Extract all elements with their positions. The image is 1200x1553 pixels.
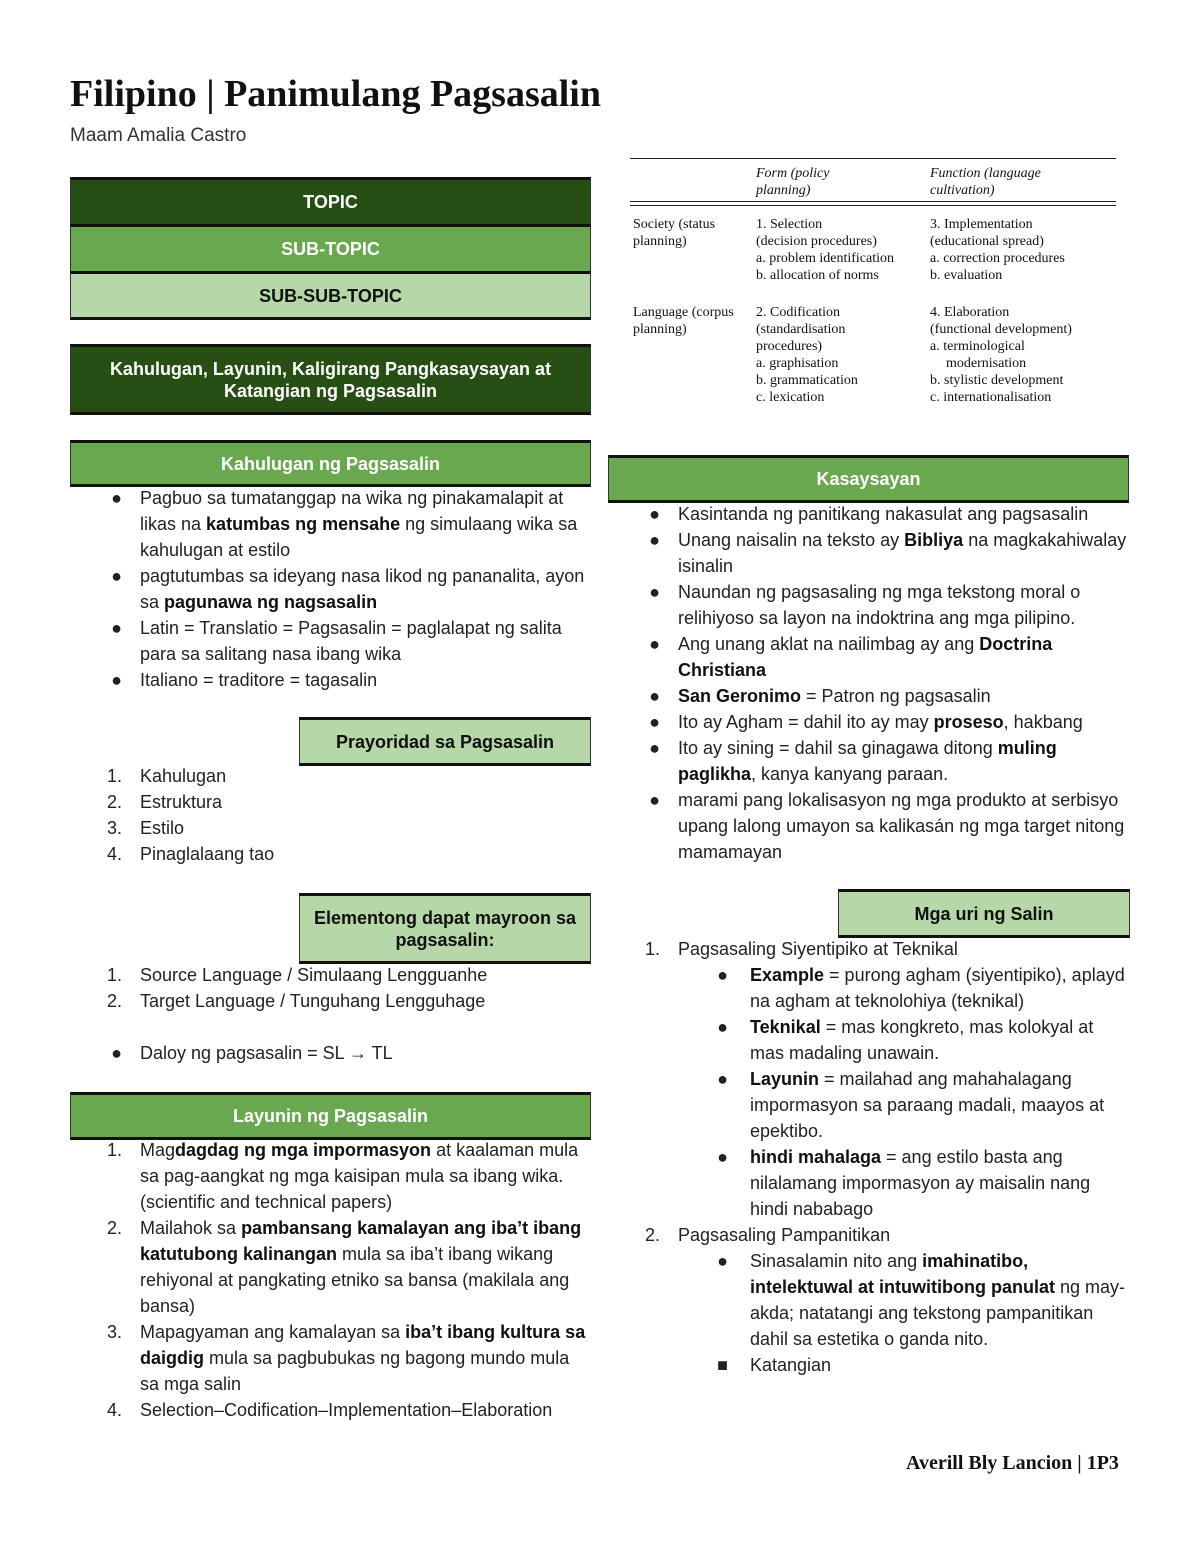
prayoridad-list <box>70 763 590 867</box>
prayoridad-heading: Prayoridad sa Pagsasalin <box>299 717 591 766</box>
list-item <box>70 962 590 988</box>
page-title: Filipino | Panimulang Pagsasalin <box>70 73 601 115</box>
item-text: Estilo <box>140 818 185 838</box>
item-text: Kahulugan <box>140 766 227 786</box>
list-item <box>70 667 590 693</box>
list-item <box>702 1144 1130 1222</box>
table-cell-line: a. terminological <box>930 339 1025 354</box>
emphasis-text: dagdag ng mga impormasyon <box>175 1140 432 1160</box>
list-item <box>702 962 1130 1014</box>
item-text: Kasintanda ng panitikang nakasulat ang pagsasalin <box>678 504 1089 524</box>
footer-author: Averill Bly Lancion | 1P3 <box>906 1452 1119 1474</box>
list-item <box>702 1066 1130 1144</box>
table-elaboration <box>930 304 1072 406</box>
language-planning-table <box>630 155 1116 415</box>
emphasis-text: Example <box>750 965 825 985</box>
table-cell-line: 1. Selection <box>756 217 823 232</box>
uri-list-2 <box>608 1222 1130 1248</box>
list-item <box>70 1040 590 1066</box>
item-text: Unang naisalin na teksto ay <box>678 530 905 550</box>
list-item <box>70 841 590 867</box>
table-cell-line: a. correction procedures <box>930 251 1065 266</box>
list-item <box>702 1352 1130 1378</box>
table-cell-line: a. graphisation <box>756 356 839 371</box>
table-implementation <box>930 216 1065 284</box>
item-text: Ang unang aklat na nailimbag ay ang <box>678 634 980 654</box>
number-marker: 3. <box>106 818 122 838</box>
list-item <box>70 485 590 563</box>
bullet-marker: ● <box>649 504 660 524</box>
item-text: Ito ay Agham = dahil ito ay may <box>678 712 934 732</box>
table-header-form <box>756 165 856 199</box>
number-marker: 1. <box>106 1140 122 1160</box>
table-selection <box>756 216 894 284</box>
item-text: Mapagyaman ang kamalayan sa <box>140 1322 406 1342</box>
item-text: , hakbang <box>1003 712 1083 732</box>
list-item <box>608 735 1130 787</box>
list-item <box>70 1397 590 1423</box>
table-header-function <box>930 165 1060 199</box>
list-item <box>70 563 590 615</box>
number-marker: 2. <box>106 792 122 812</box>
list-item <box>70 988 590 1014</box>
uri-sublist-1 <box>702 962 1130 1222</box>
bullet-marker: ● <box>111 488 122 508</box>
emphasis-text: pambansang kamalayan ang iba’t ibang katutubong kalinangan <box>140 1218 582 1264</box>
list-item <box>70 1215 590 1319</box>
teacher-name: Maam Amalia Castro <box>70 125 247 146</box>
item-text: mula sa iba’t ibang wikang rehiyonal at pangkating etniko sa bansa (makilala ang bansa) <box>140 1244 570 1316</box>
table-cell-line: (decision procedures) <box>756 234 877 249</box>
emphasis-text: proseso <box>933 712 1004 732</box>
item-text: = ang estilo basta ang nilalamang impormasyon ay maisalin nang hindi nababago <box>750 1147 1091 1219</box>
item-text: = purong agham (siyentipiko), aplayd na agham at teknolohiya (teknikal) <box>750 965 1125 1011</box>
table-codification <box>756 304 858 406</box>
item-text: , kanya kanyang paraan. <box>751 764 949 784</box>
item-text: ng simulaang wika sa kahulugan at estilo <box>140 514 578 560</box>
item-text: Daloy ng pagsasalin = SL → TL <box>140 1043 393 1063</box>
number-marker: 1. <box>106 965 122 985</box>
table-cell-line: b. evaluation <box>930 268 1003 283</box>
kahulugan-list <box>70 485 590 693</box>
bullet-marker: ● <box>111 1043 122 1063</box>
item-text: Pinaglalaang tao <box>140 844 275 864</box>
legend-sub-topic: SUB-TOPIC <box>70 224 591 271</box>
list-item <box>70 815 590 841</box>
table-cell-line: b. stylistic development <box>930 373 1064 388</box>
list-item <box>70 615 590 667</box>
table-cell-line: b. grammatication <box>756 373 858 388</box>
item-text: ng may-akda; natatangi ang tekstong pampanitikan dahil sa estetika o ganda nito. <box>750 1277 1126 1349</box>
item-text: na magkakahiwalay isinalin <box>678 530 1127 576</box>
number-marker: 1. <box>644 939 660 959</box>
list-item <box>608 1222 1130 1248</box>
number-marker: 3. <box>106 1322 122 1342</box>
item-text: Latin = Translatio = Pagsasalin = paglalapat ng salita para sa salitang nasa ibang wika <box>140 618 562 664</box>
layunin-heading: Layunin ng Pagsasalin <box>70 1092 591 1140</box>
elemento-heading: Elementong dapat mayroon sa pagsasalin: <box>299 893 591 964</box>
bullet-marker: ● <box>111 566 122 586</box>
item-text: = Patron ng pagsasalin <box>801 686 991 706</box>
table-cell-line: (standardisation <box>756 322 846 337</box>
legend-topic: TOPIC <box>70 177 591 224</box>
item-text: pagtutumbas sa ideyang nasa likod ng pananalita, ayon sa <box>140 566 585 612</box>
bullet-marker: ● <box>717 1017 728 1037</box>
emphasis-text: muling paglikha <box>678 738 1057 784</box>
bullet-marker: ● <box>649 634 660 654</box>
list-item <box>70 763 590 789</box>
layunin-list <box>70 1137 590 1423</box>
elemento-list <box>70 962 590 1014</box>
table-cell-line: 2. Codification <box>756 305 840 320</box>
list-item <box>702 1014 1130 1066</box>
table-cell-line: (functional development) <box>930 322 1072 337</box>
number-marker: 4. <box>106 844 122 864</box>
table-cell-line: c. internationalisation <box>930 390 1052 405</box>
list-item <box>608 527 1130 579</box>
item-text: Estruktura <box>140 792 223 812</box>
list-item <box>608 936 1130 962</box>
item-text: Pagbuo sa tumatanggap na wika ng pinakamalapit at likas na <box>140 488 564 534</box>
item-text: Sinasalamin nito ang <box>750 1251 923 1271</box>
item-text: Ito ay sining = dahil sa ginagawa ditong <box>678 738 998 758</box>
emphasis-text: San Geronimo <box>678 686 802 706</box>
emphasis-text: Bibliya <box>904 530 964 550</box>
list-item <box>608 709 1130 735</box>
table-cell-line: c. lexication <box>756 390 825 405</box>
table-header-function-text: Function (language cultivation) <box>930 166 1041 198</box>
item-text: Pagsasaling Siyentipiko at Teknikal <box>678 939 958 959</box>
emphasis-text: Layunin <box>750 1069 820 1089</box>
table-cell-line: b. allocation of norms <box>756 268 879 283</box>
item-text: marami pang lokalisasyon ng mga produkto at serbisyo upang lalong umayon sa kalikasán ng mga target nitong mamamayan <box>678 790 1125 862</box>
table-cell-line: 3. Implementation <box>930 217 1033 232</box>
list-item <box>70 789 590 815</box>
list-item <box>608 579 1130 631</box>
table-cell-line: modernisation <box>946 356 1027 371</box>
list-item <box>70 1319 590 1397</box>
item-text: Mag <box>140 1140 176 1160</box>
item-text: = mas kongkreto, mas kolokyal at mas madaling unawain. <box>750 1017 1094 1063</box>
emphasis-text: iba’t ibang kultura sa daigdig <box>140 1322 586 1368</box>
legend-sub-sub-topic: SUB-SUB-TOPIC <box>70 271 591 320</box>
emphasis-text: Doctrina Christiana <box>678 634 1053 680</box>
kahulugan-heading: Kahulugan ng Pagsasalin <box>70 440 591 487</box>
item-text: Naundan ng pagsasaling ng mga tekstong moral o relihiyoso sa layon na indoktrina ang mga pilipino. <box>678 582 1081 628</box>
bullet-marker: ● <box>649 790 660 810</box>
bullet-marker: ● <box>717 1069 728 1089</box>
number-marker: 2. <box>644 1225 660 1245</box>
list-item <box>608 501 1130 527</box>
item-text: Source Language / Simulaang Lengguanhe <box>140 965 488 985</box>
number-marker: 2. <box>106 1218 122 1238</box>
bullet-marker: ● <box>111 670 122 690</box>
item-text: Italiano = traditore = tagasalin <box>140 670 378 690</box>
item-text: Target Language / Tunguhang Lengguhage <box>140 991 486 1011</box>
list-item <box>608 683 1130 709</box>
bullet-marker: ● <box>649 738 660 758</box>
table-cell-line: a. problem identification <box>756 251 895 266</box>
table-row-society: Society (status planning) <box>633 217 716 249</box>
bullet-marker: ● <box>649 582 660 602</box>
list-item <box>608 787 1130 865</box>
table-cell-line: procedures) <box>756 339 823 354</box>
uri-heading: Mga uri ng Salin <box>838 889 1130 938</box>
emphasis-text: imahinatibo, intelektuwal at intuwitibong panulat <box>750 1251 1055 1297</box>
emphasis-text: katumbas ng mensahe <box>206 514 401 534</box>
item-text: Katangian <box>750 1355 832 1375</box>
emphasis-text: Teknikal <box>750 1017 821 1037</box>
bullet-marker: ● <box>649 686 660 706</box>
kasaysayan-list <box>608 501 1130 865</box>
bullet-marker: ● <box>111 618 122 638</box>
bullet-marker: ● <box>649 530 660 550</box>
item-text: mula sa pagbubukas ng bagong mundo mula sa mga salin <box>140 1348 570 1394</box>
emphasis-text: hindi mahalaga <box>750 1147 882 1167</box>
bullet-marker: ■ <box>717 1355 728 1375</box>
list-item <box>702 1248 1130 1352</box>
item-text: Mailahok sa <box>140 1218 242 1238</box>
uri-sublist-2 <box>702 1248 1130 1378</box>
item-text: at kaalaman mula sa pag-aangkat ng mga kaisipan mula sa ibang wika. (scientific and technical papers) <box>140 1140 579 1212</box>
uri-list-1 <box>608 936 1130 962</box>
table-cell-line: (educational spread) <box>930 234 1044 249</box>
table-row-language: Language (corpus planning) <box>633 305 734 337</box>
bullet-marker: ● <box>717 965 728 985</box>
item-text: Pagsasaling Pampanitikan <box>678 1225 891 1245</box>
number-marker: 1. <box>106 766 122 786</box>
bullet-marker: ● <box>649 712 660 732</box>
item-text: = mailahad ang mahahalagang impormasyon sa paraang madali, maayos at epektibo. <box>750 1069 1105 1141</box>
table-cell-line: 4. Elaboration <box>930 305 1010 320</box>
number-marker: 4. <box>106 1400 122 1420</box>
table-header-form-text: Form (policy planning) <box>756 166 830 198</box>
list-item <box>608 631 1130 683</box>
kasaysayan-heading: Kasaysayan <box>608 455 1129 503</box>
number-marker: 2. <box>106 991 122 1011</box>
item-text: Selection–Codification–Implementation–Elaboration <box>140 1400 553 1420</box>
main-topic-heading: Kahulugan, Layunin, Kaligirang Pangkasaysayan at Katangian ng Pagsasalin <box>70 344 591 415</box>
emphasis-text: pagunawa ng nagsasalin <box>164 592 378 612</box>
daloy-list <box>70 1040 590 1066</box>
bullet-marker: ● <box>717 1251 728 1271</box>
bullet-marker: ● <box>717 1147 728 1167</box>
list-item <box>70 1137 590 1215</box>
